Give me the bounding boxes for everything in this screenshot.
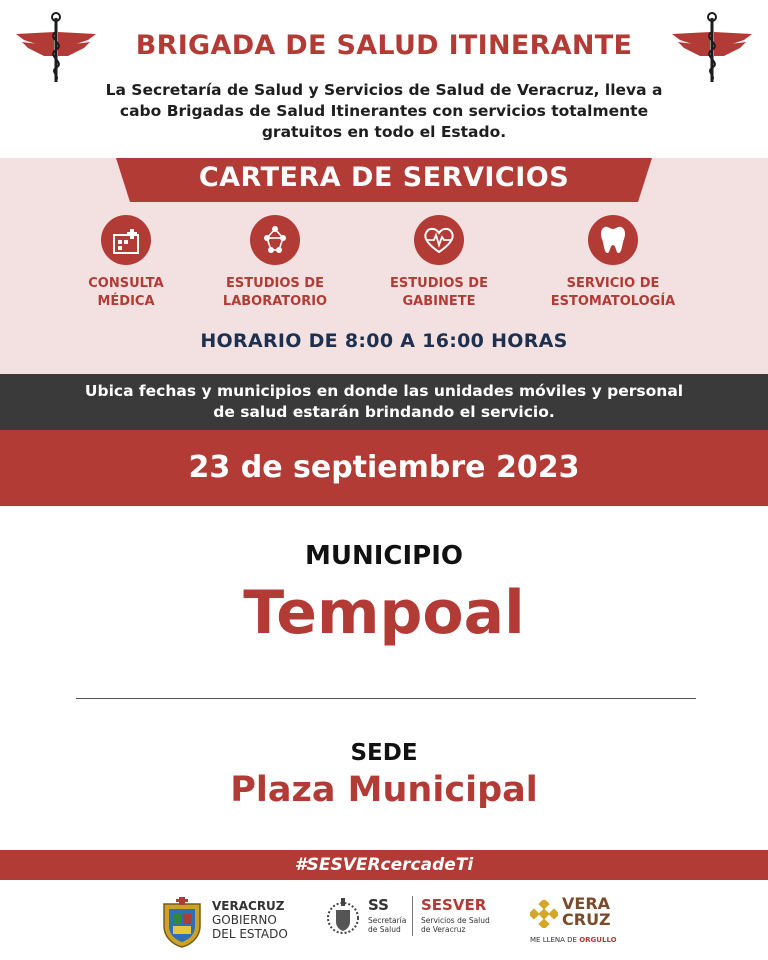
sede-name: Plaza Municipal bbox=[230, 770, 538, 810]
intro-line: La Secretaría de Salud y Servicios de Salud de Veracruz, lleva a bbox=[105, 81, 663, 99]
heartbeat-icon bbox=[414, 215, 464, 265]
hashtag-band: #SESVERcercadeTi bbox=[0, 850, 768, 880]
hospital-icon bbox=[101, 215, 151, 265]
municipio-name: Tempoal bbox=[243, 578, 525, 648]
divider bbox=[76, 698, 696, 699]
date-band: 23 de septiembre 2023 bbox=[0, 430, 768, 506]
logo-gobierno-veracruz bbox=[160, 892, 300, 948]
service-estomatologia bbox=[538, 215, 688, 311]
notice-line: Ubica fechas y municipios en donde las unidades móviles y personal bbox=[84, 382, 684, 400]
logo-secretaria-salud bbox=[326, 894, 506, 944]
services-banner-title: CARTERA DE SERVICIOS bbox=[198, 162, 570, 193]
seal-icon bbox=[326, 896, 360, 936]
ss-subtitle-line: de Salud bbox=[368, 925, 401, 934]
gov-line: GOBIERNO bbox=[212, 913, 277, 927]
tooth-icon bbox=[588, 215, 638, 265]
footer-logos bbox=[0, 880, 768, 960]
coat-of-arms-icon bbox=[160, 896, 204, 948]
municipio-label: MUNICIPIO bbox=[304, 541, 463, 571]
service-label-line: CONSULTA bbox=[88, 276, 164, 291]
ss-subtitle-line: Secretaría bbox=[368, 916, 407, 925]
service-estudios-gabinete bbox=[374, 215, 504, 311]
sesver-subtitle-line: de Veracruz bbox=[421, 925, 466, 934]
service-label-line: LABORATORIO bbox=[222, 294, 328, 309]
notice-line: de salud estarán brindando el servicio. bbox=[213, 403, 555, 421]
ss-abbr: SS bbox=[368, 896, 389, 914]
service-label bbox=[210, 275, 340, 311]
sesver-abbr: SESVER bbox=[421, 896, 487, 914]
service-label bbox=[70, 275, 182, 311]
service-label bbox=[374, 275, 504, 311]
molecule-icon bbox=[250, 215, 300, 265]
service-label-line: GABINETE bbox=[402, 294, 476, 309]
gov-line: VERACRUZ bbox=[212, 899, 285, 913]
service-label-line: ESTUDIOS DE bbox=[226, 276, 324, 291]
tagline-bold: ORGULLO bbox=[579, 936, 617, 944]
veracruz-tagline bbox=[530, 936, 617, 944]
sesver-subtitle bbox=[421, 916, 490, 934]
tagline-prefix: ME LLENA DE bbox=[530, 936, 577, 944]
services-section bbox=[0, 158, 768, 374]
service-estudios-laboratorio bbox=[210, 215, 340, 311]
service-label bbox=[538, 275, 688, 311]
service-label-line: SERVICIO DE bbox=[566, 276, 660, 291]
header bbox=[0, 0, 768, 158]
ss-subtitle bbox=[368, 916, 406, 934]
logo-veracruz-brand bbox=[530, 894, 620, 950]
intro-line: cabo Brigadas de Salud Itinerantes con servicios totalmente bbox=[119, 102, 649, 120]
veracruz-word: VERA bbox=[562, 894, 611, 913]
service-label-line: MÉDICA bbox=[97, 294, 155, 309]
veracruz-pattern-icon bbox=[530, 900, 558, 928]
sesver-subtitle-line: Servicios de Salud bbox=[421, 916, 490, 925]
intro-line: gratuitos en todo el Estado. bbox=[261, 123, 507, 141]
sede-label: SEDE bbox=[350, 740, 418, 766]
service-label-line: ESTUDIOS DE bbox=[390, 276, 488, 291]
service-label-line: ESTOMATOLOGÍA bbox=[550, 294, 676, 309]
logo-divider bbox=[412, 896, 413, 936]
gov-line: DEL ESTADO bbox=[212, 927, 288, 941]
notice-band bbox=[0, 374, 768, 430]
schedule-text: HORARIO DE 8:00 A 16:00 HORAS bbox=[200, 330, 568, 352]
veracruz-word: CRUZ bbox=[562, 910, 611, 929]
intro-text bbox=[60, 80, 708, 143]
service-consulta-medica bbox=[70, 215, 182, 311]
page-title: BRIGADA DE SALUD ITINERANTE bbox=[135, 30, 633, 61]
